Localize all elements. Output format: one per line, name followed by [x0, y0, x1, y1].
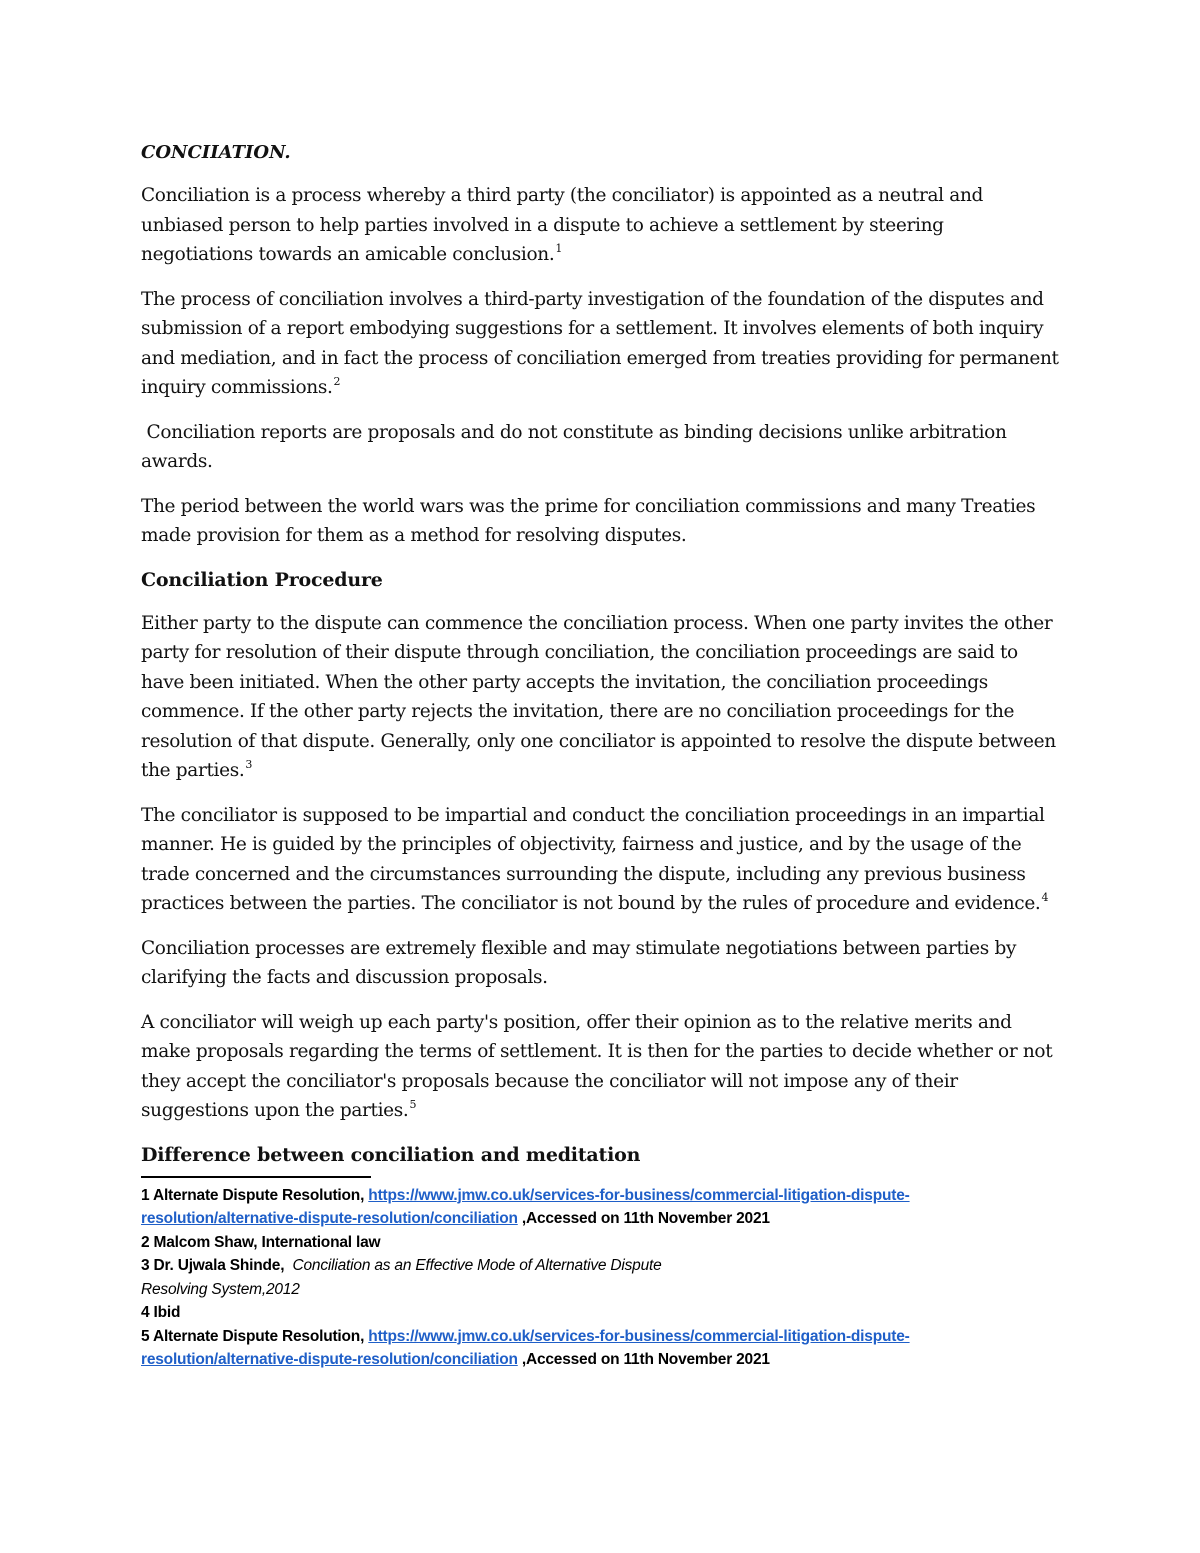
paragraph: Either party to the dispute can commence the conciliation process. When one party invites the other party for resolution of their dispute through conciliation, the conciliation proceedings are said to have been initiated. When the other party accepts the invitation, the conciliation proceedings commence. If the other party rejects the invitation, there are no conciliation proceedings for the resolution of that dispute. Generally, only one conciliator is appointed to resolve the dispute between the parties.$^3$: [141, 612, 1056, 781]
document-page: [141, 138, 1061, 1372]
paragraph: A conciliator will weigh up each party's position, offer their opinion as to the relative merits and make proposals regarding the terms of settlement. It is then for the parties to decide whether or not they accept the conciliator's proposals because the conciliator will not impose any of their suggestions upon the parties.$^5$: [141, 1011, 1053, 1121]
footnote-1: 1 Alternate Dispute Resolution, https://www.jmw.co.uk/services-for-business/commercial-litigation-dispute-resolution/alternative-dispute-resolution/conciliation ,Accessed on 11th November 2021: [141, 1186, 910, 1227]
footnote-ref[interactable]: 4: [1041, 891, 1049, 904]
document-title: CONCIIATION.: [141, 142, 291, 163]
footnote-link[interactable]: https://www.jmw.co.uk/services-for-business/commercial-litigation-dispute-resolution/alternative-dispute-resolution/conciliation: [141, 1186, 910, 1227]
paragraph: Conciliation processes are extremely flexible and may stimulate negotiations between parties by clarifying the facts and discussion proposals.: [141, 937, 1017, 988]
footnote-3: 3 Dr. Ujwala Shinde, Conciliation as an Effective Mode of Alternative Dispute Resolving System,2012: [141, 1257, 662, 1298]
footnote-5: 5 Alternate Dispute Resolution, https://www.jmw.co.uk/services-for-business/commercial-litigation-dispute-resolution/alternative-dispute-resolution/conciliation ,Accessed on 11th November 2021: [141, 1327, 910, 1368]
footnote-link[interactable]: https://www.jmw.co.uk/services-for-business/commercial-litigation-dispute-resolution/alternative-dispute-resolution/conciliation: [141, 1327, 910, 1368]
footnote-2: 2 Malcom Shaw, International law: [141, 1233, 381, 1251]
footnote-ref[interactable]: 5: [409, 1098, 417, 1111]
footnote-ref[interactable]: 2: [333, 375, 341, 388]
footnotes: [141, 1184, 1061, 1372]
section-heading: Difference between conciliation and meditation: [141, 1143, 641, 1166]
paragraph: The conciliator is supposed to be impartial and conduct the conciliation proceedings in an impartial manner. He is guided by the principles of objectivity, fairness and justice, and by the usage of the trade concerned and the circumstances surrounding the dispute, including any previous business practices between the parties. The conciliator is not bound by the rules of procedure and evidence.$^4$: [141, 804, 1049, 914]
section-heading: Conciliation Procedure: [141, 568, 383, 591]
paragraph: Conciliation reports are proposals and do not constitute as binding decisions unlike arbitration awards.: [141, 421, 1013, 472]
footnote-separator: [141, 1176, 371, 1178]
paragraph: The period between the world wars was the prime for conciliation commissions and many Treaties made provision for them as a method for resolving disputes.: [141, 495, 1036, 546]
footnote-ref[interactable]: 1: [555, 242, 562, 255]
footnote-ref[interactable]: 3: [245, 758, 253, 771]
footnote-4: 4 Ibid: [141, 1304, 181, 1321]
paragraph: Conciliation is a process whereby a third party (the conciliator) is appointed as a neutral and unbiased person to help parties involved in a dispute to achieve a settlement by steering negotiations towards an amicable conclusion.$^1$: [141, 185, 984, 265]
paragraph: The process of conciliation involves a third-party investigation of the foundation of the disputes and submission of a report embodying suggestions for a settlement. It involves elements of both inquiry and mediation, and in fact the process of conciliation emerged from treaties providing for permanent inquiry commissions.$^2$: [141, 288, 1059, 398]
